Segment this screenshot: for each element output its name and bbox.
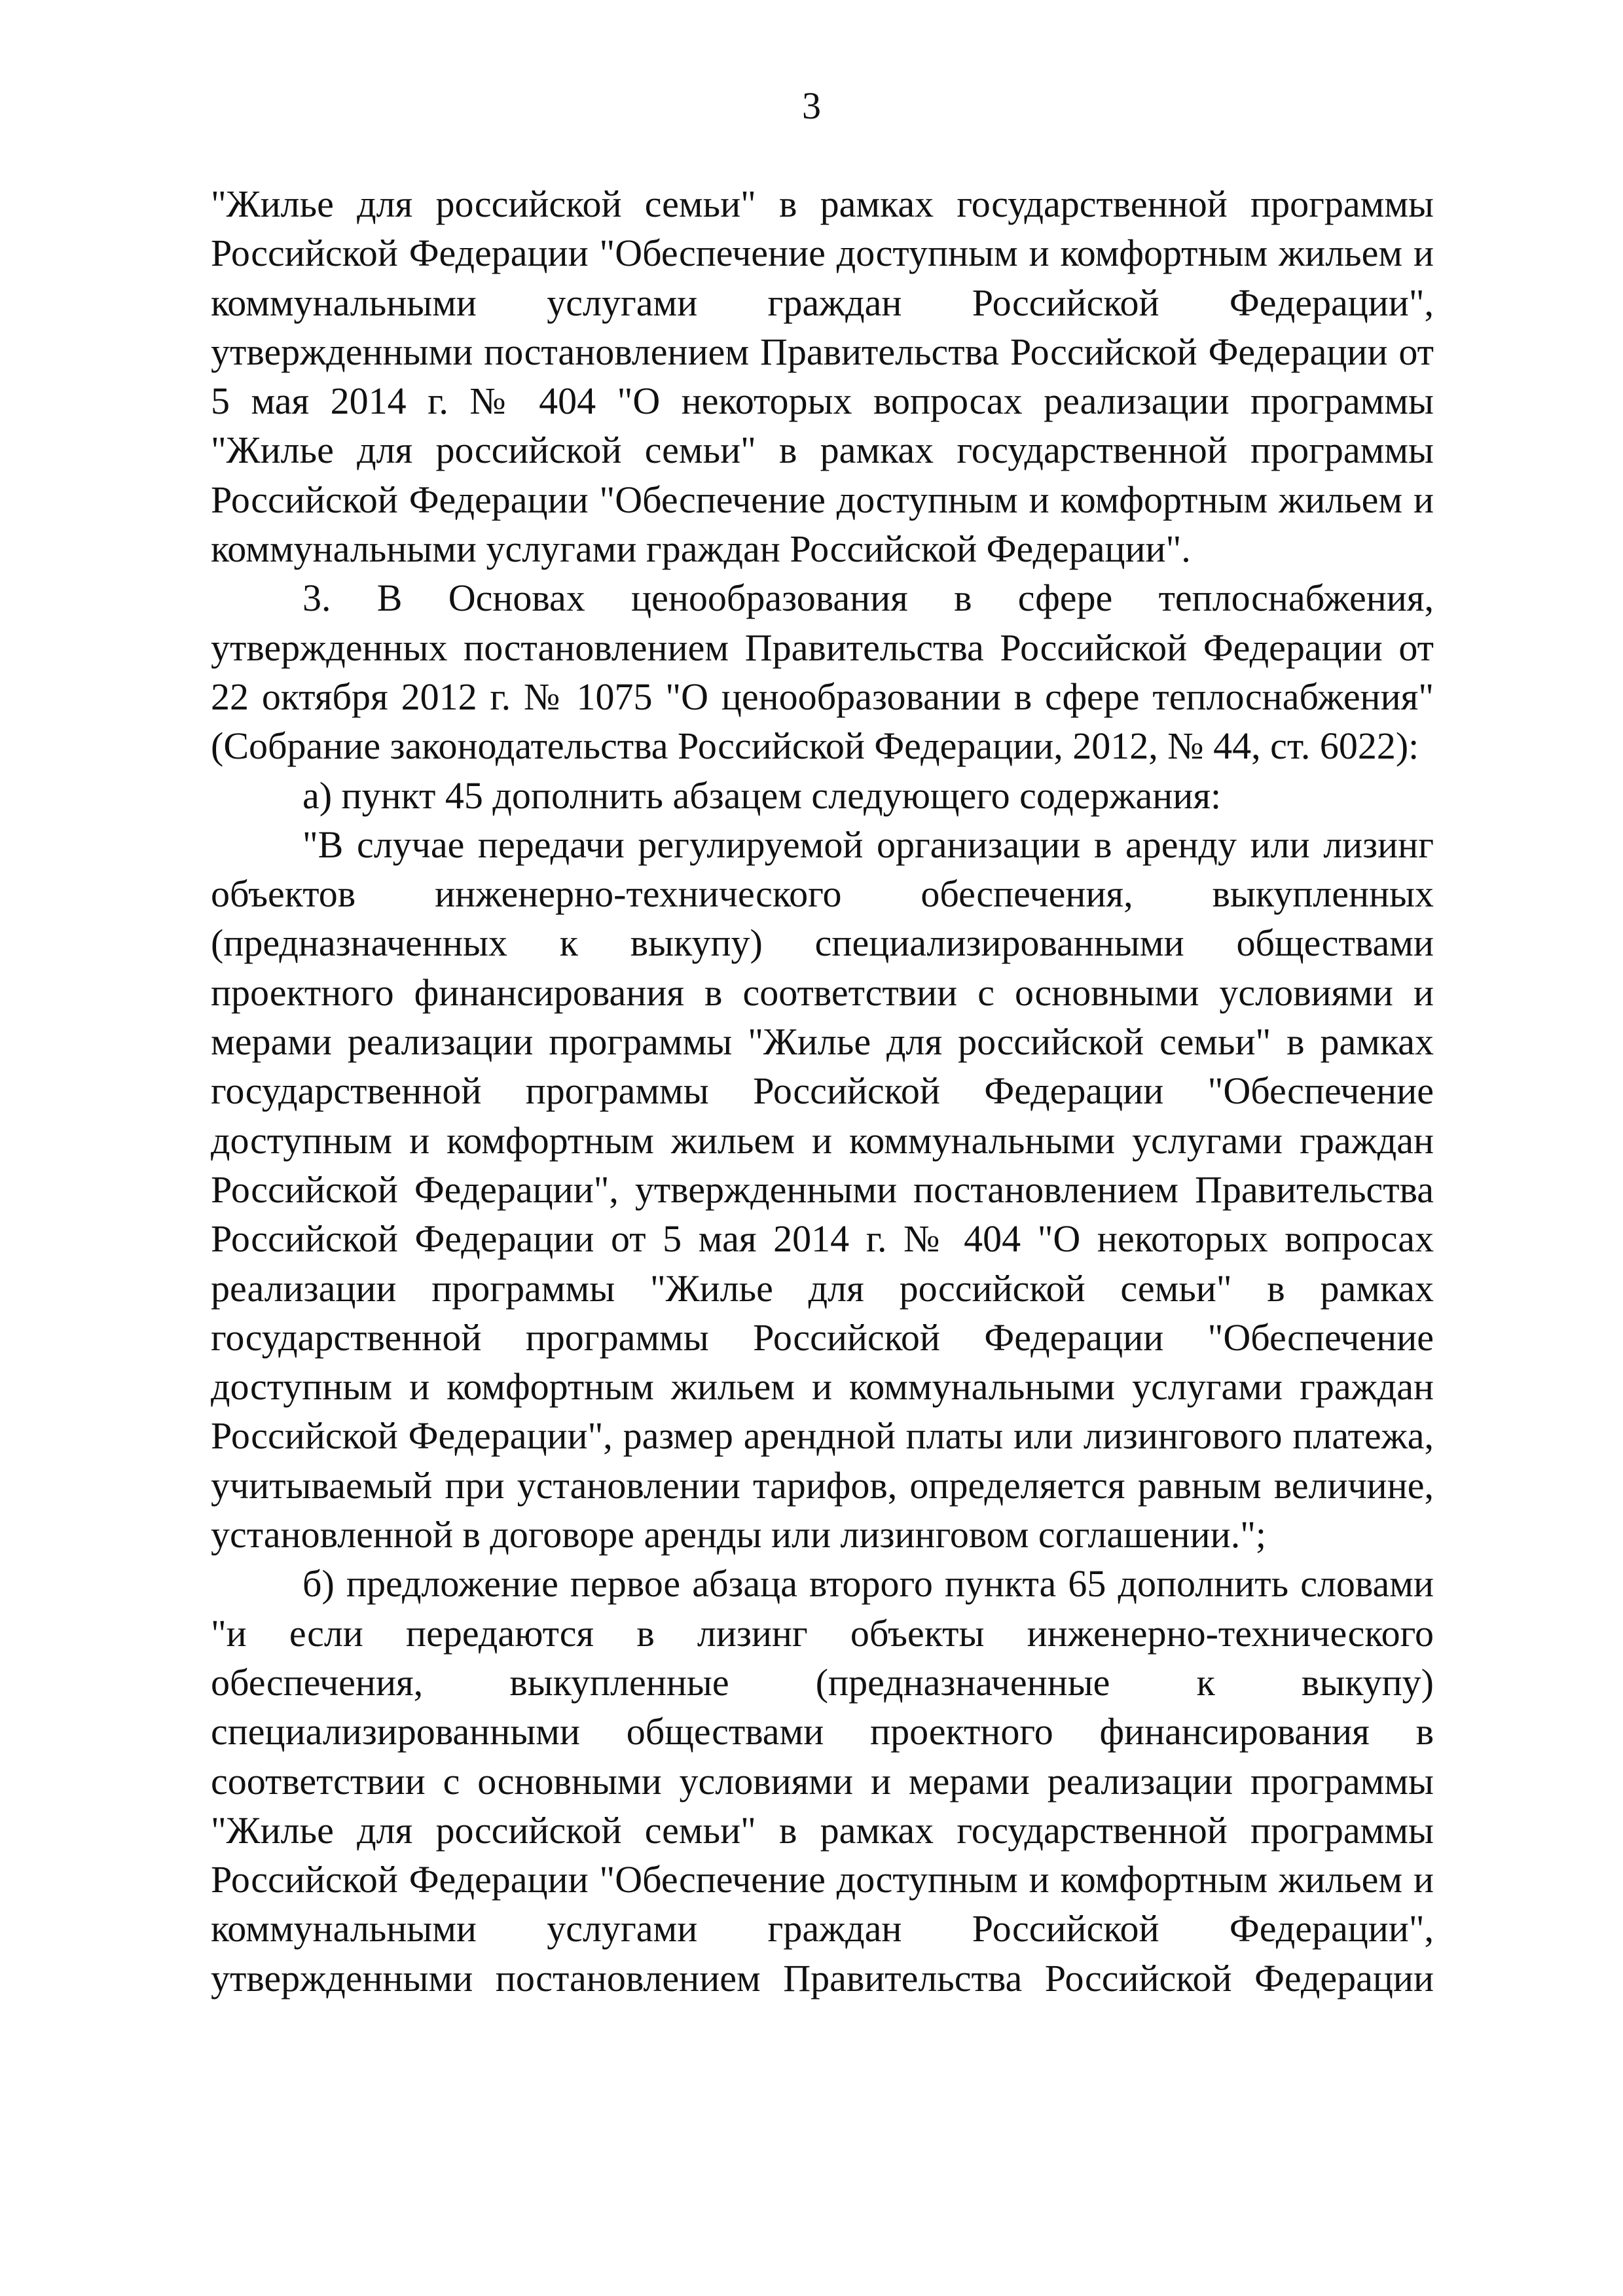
text-line: учитываемый при установлении тарифов, определяется равным величине, [211, 1463, 1434, 1507]
text-line: специализированными обществами проектного финансирования в [211, 1710, 1434, 1753]
text-line: утвержденных постановлением Правительства Российской Федерации от [211, 626, 1434, 669]
text-line: коммунальными услугами граждан Российской Федерации", [211, 1907, 1434, 1950]
subparagraph-b: б) предложение первое абзаца второго пункта 65 дополнить словами [302, 1562, 1434, 1605]
text-line: Российской Федерации от 5 мая 2014 г. № 404 "О некоторых вопросах [211, 1217, 1434, 1261]
page-number: 3 [802, 84, 821, 127]
text-line: государственной программы Российской Федерации "Обеспечение [211, 1069, 1434, 1113]
text-line: реализации программы "Жилье для российской семьи" в рамках [211, 1266, 1434, 1310]
text-line: установленной в договоре аренды или лизинговом соглашении."; [211, 1513, 1266, 1556]
text-line: (предназначенных к выкупу) специализированными обществами [211, 922, 1434, 965]
text-line: объектов инженерно-технического обеспечения, выкупленных [211, 872, 1434, 916]
text-line: Российской Федерации", утвержденными постановлением Правительства [211, 1168, 1434, 1211]
text-line: коммунальными услугами граждан Российской Федерации", [211, 281, 1434, 324]
text-line: "Жилье для российской семьи" в рамках государственной программы [211, 1808, 1434, 1852]
text-line: утвержденными постановлением Правительства Российской Федерации от [211, 330, 1434, 373]
text-line: утвержденными постановлением Правительства Российской Федерации [211, 1956, 1434, 2000]
text-line: (Собрание законодательства Российской Федерации, 2012, № 44, ст. 6022): [211, 725, 1419, 768]
paragraph-3-first-line: 3. В Основах ценообразования в сфере теплоснабжения, [302, 577, 1434, 620]
text-line: Российской Федерации "Обеспечение доступным и комфортным жильем и [211, 232, 1434, 275]
text-line: Российской Федерации "Обеспечение доступным и комфортным жильем и [211, 478, 1434, 521]
text-line: соответствии с основными условиями и мерами реализации программы [211, 1759, 1434, 1803]
text-line: Российской Федерации "Обеспечение доступным и комфортным жильем и [211, 1858, 1434, 1901]
subparagraph-a: а) пункт 45 дополнить абзацем следующего содержания: [302, 774, 1222, 817]
text-line: Российской Федерации", размер арендной платы или лизингового платежа, [211, 1414, 1434, 1458]
text-line: государственной программы Российской Федерации "Обеспечение [211, 1316, 1434, 1359]
quoted-paragraph-first-line: "В случае передачи регулируемой организации в аренду или лизинг [302, 823, 1434, 866]
text-line: мерами реализации программы "Жилье для российской семьи" в рамках [211, 1020, 1434, 1064]
text-line: коммунальными услугами граждан Российской Федерации". [211, 528, 1191, 571]
text-line: обеспечения, выкупленные (предназначенные к выкупу) [211, 1660, 1434, 1704]
text-line: 5 мая 2014 г. № 404 "О некоторых вопросах реализации программы [211, 380, 1434, 423]
document-body [211, 179, 1434, 2003]
text-line: проектного финансирования в соответствии с основными условиями и [211, 971, 1434, 1014]
text-line: доступным и комфортным жильем и коммунальными услугами граждан [211, 1119, 1434, 1162]
text-line: "Жилье для российской семьи" в рамках государственной программы [211, 183, 1434, 225]
text-line: доступным и комфортным жильем и коммунальными услугами граждан [211, 1365, 1434, 1408]
text-line: "Жилье для российской семьи" в рамках государственной программы [211, 429, 1434, 472]
text-line: 22 октября 2012 г. № 1075 "О ценообразовании в сфере теплоснабжения" [211, 675, 1434, 718]
text-line: "и если передаются в лизинг объекты инженерно-технического [211, 1611, 1434, 1655]
